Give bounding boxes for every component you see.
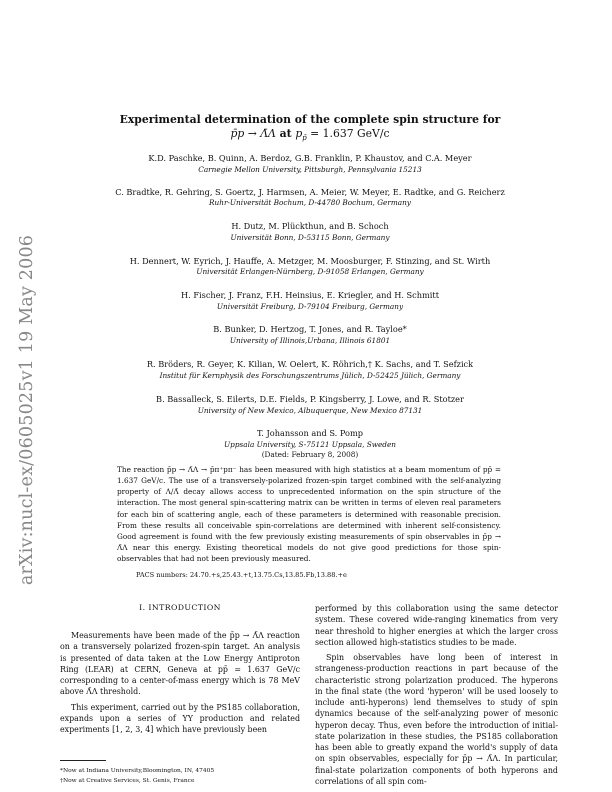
author-list: K.D. Paschke, B. Quinn, A. Berdoz, G.B. Franklin, P. Khaustov, and C.A. Meyer [148, 153, 472, 163]
title-momentum-value: = 1.637 GeV/c [306, 127, 390, 140]
arxiv-identifier-stamp [10, 180, 44, 640]
affiliation: Uppsala University, S-75121 Uppsala, Sweden [224, 440, 396, 449]
author-list: T. Johansson and S. Pomp [257, 428, 363, 438]
affiliation: Universität Erlangen-Nürnberg, D-91058 Erlangen, Germany [196, 267, 424, 276]
title-line-1: Experimental determination of the complete spin structure for [119, 113, 501, 126]
abstract-text: The reaction p̄p → Λ̄Λ → p̄π⁺pπ⁻ has been measured with high statistics at a beam momentum of pp̄ = 1.637 GeV/c. The use of a transversely-polarized frozen-spin target combined with the self-analyzing property of Λ/Λ̄ decay allows access to unprecedented information on the spin structure of the interaction. The most general spin-scattering matrix can be written in terms of eleven real parameters for each bin of scattering angle, each of these parameters is determined with reasonable precision. From these results all conceivable spin-correlations are determined with inherent self-consistency. Good agreement is found with the few previously existing measurements of spin observables in p̄p → Λ̄Λ near this energy. Existing theoretical models do not give good predictions for those spin-observables that had not been previously measured. [117, 465, 501, 564]
paper-title [60, 113, 560, 145]
title-at: at [275, 127, 296, 140]
affiliation: University of New Mexico, Albuquerque, New Mexico 87131 [197, 406, 423, 415]
section-heading: I. INTRODUCTION [139, 603, 221, 612]
author-list: B. Bassalleck, S. Eilerts, D.E. Fields, P. Kingsberry, J. Lowe, and R. Stotzer [156, 394, 464, 404]
pacs-numbers: PACS numbers: 24.70.+s,25.43.+t,13.75.Cs,13.85.Fb,13.88.+e [136, 571, 347, 579]
author-list: B. Bunker, D. Hertzog, T. Jones, and R. Tayloe* [213, 324, 407, 334]
abstract [117, 464, 501, 564]
paragraph: Spin observables have long been of interest in strangeness-production reactions in part because of the characteristic strong polarization produced. The hyperons in the final state (the word 'hyperon' will be used loosely to include anti-hyperons) lend themselves to study of spin dynamics because of the self-analyzing power of mesonic hyperon decay. Thus, even before the introduction of initial-state polarization in these studies, the PS185 collaboration has been able to greatly expand the world's supply of data on spin observables, especially for p̄p → Λ̄Λ. In particular, final-state polarization components of both hyperons and correlations of all spin com- [315, 653, 558, 786]
footnotes [60, 767, 300, 786]
affiliation: Carnegie Mellon University, Pittsburgh, Pennsylvania 15213 [198, 165, 422, 174]
author-list: H. Fischer, J. Franz, F.H. Heinsius, E. Kriegler, and H. Schmitt [181, 290, 439, 300]
footnote-rule [60, 760, 106, 761]
footnote: *Now at Indiana University,Bloomington, IN, 47405 [60, 768, 215, 774]
title-line-2 [60, 127, 560, 145]
author-list: R. Bröders, R. Geyer, K. Kilian, W. Oelert, K. Röhrich,† K. Sachs, and T. Sefzick [146, 359, 474, 369]
footnote: †Now at Creative Services, St. Genis, France [60, 777, 195, 784]
paragraph: This experiment, carried out by the PS185 collaboration, expands upon a series of YY production and related experiments [1, 2, 3, 4] which have previously been [60, 702, 300, 734]
author-list: H. Dennert, W. Eyrich, J. Hauffe, A. Metzger, M. Moosburger, F. Stinzing, and St. Wirth [129, 256, 491, 266]
affiliation: Universität Freiburg, D-79104 Freiburg, Germany [216, 302, 404, 311]
affiliation: Institut für Kernphysik des Forschungszentrums Jülich, D-52425 Jülich, Germany [159, 371, 461, 380]
left-column [60, 630, 300, 735]
paragraph: Measurements have been made of the p̄p → Λ̄Λ reaction on a transversely polarized frozen-spin target. An analysis is presented of data taken at the Low Energy Antiproton Ring (LEAR) at CERN, Geneva at pp̄ = 1.637 GeV/c corresponding to a center-of-mass energy which is 78 MeV above Λ̄Λ threshold. [60, 631, 300, 697]
title-momentum-symbol: p [295, 127, 303, 140]
affiliation: University of Illinois,Urbana, Illinois 61801 [229, 336, 391, 345]
affiliation: Ruhr-Universität Bochum, D-44780 Bochum, Germany [209, 198, 411, 207]
arxiv-stamp-text: arXiv:nucl-ex/0605025v1 19 May 2006 [17, 234, 37, 586]
right-column [315, 603, 558, 787]
paragraph: performed by this collaboration using the same detector system. These covered wide-ranging kinematics from very near threshold to higher energies at which the larger cross section allowed high-statistics studies to be made. [315, 604, 558, 647]
dated-line: (Dated: February 8, 2008) [261, 450, 359, 459]
title-reaction: p̄p → Λ̄Λ [230, 127, 276, 140]
title-momentum-subscript: p̄ [302, 134, 307, 143]
author-list: H. Dutz, M. Plückthun, and B. Schoch [231, 221, 389, 231]
author-list: C. Bradtke, R. Gehring, S. Goertz, J. Harmsen, A. Meier, W. Meyer, E. Radtke, and G. Reicherz [115, 187, 505, 197]
affiliation: Universität Bonn, D-53115 Bonn, Germany [230, 233, 390, 242]
